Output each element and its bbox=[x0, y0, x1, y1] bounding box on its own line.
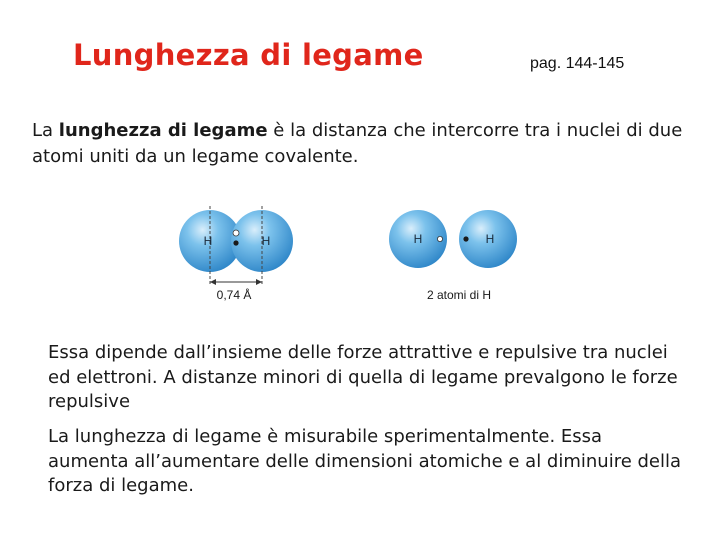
electron-icon bbox=[437, 236, 442, 241]
page-reference: pag. 144-145 bbox=[530, 55, 625, 72]
arrowhead-icon bbox=[256, 279, 262, 285]
body-paragraph-forces: Essa dipende dall’insieme delle forze attrattive e repulsive tra nuclei ed elettroni. A distanze minori di quella di legame prevalgono le forze repulsive bbox=[48, 342, 678, 412]
electron-icon bbox=[463, 236, 468, 241]
intro-text-before: La bbox=[32, 120, 59, 141]
h2-molecule bbox=[179, 206, 293, 302]
arrowhead-icon bbox=[210, 279, 216, 285]
atom-label: H bbox=[203, 234, 213, 248]
atom-label: H bbox=[413, 232, 423, 246]
atom-label: H bbox=[261, 234, 271, 248]
intro-text-after: è la distanza che intercorre tra i nuclei di due atomi uniti da un legame covalente. bbox=[32, 120, 683, 167]
electron-icon bbox=[233, 230, 239, 236]
hydrogen-diagram bbox=[170, 198, 530, 310]
hydrogen-figure bbox=[170, 198, 530, 310]
electron-icon bbox=[233, 240, 238, 245]
separate-atoms-caption: 2 atomi di H bbox=[426, 288, 492, 302]
atom-label: H bbox=[485, 232, 495, 246]
intro-paragraph bbox=[32, 118, 702, 170]
slide-title: Lunghezza di legame bbox=[73, 38, 424, 72]
bond-length-label: 0,74 Å bbox=[216, 288, 252, 302]
body-paragraph-measurement: La lunghezza di legame è misurabile sperimentalmente. Essa aumenta all’aumentare delle dimensioni atomiche e al diminuire della forza di legame. bbox=[48, 426, 682, 496]
two-h-atoms bbox=[389, 210, 517, 302]
intro-term: lunghezza di legame bbox=[58, 120, 268, 141]
